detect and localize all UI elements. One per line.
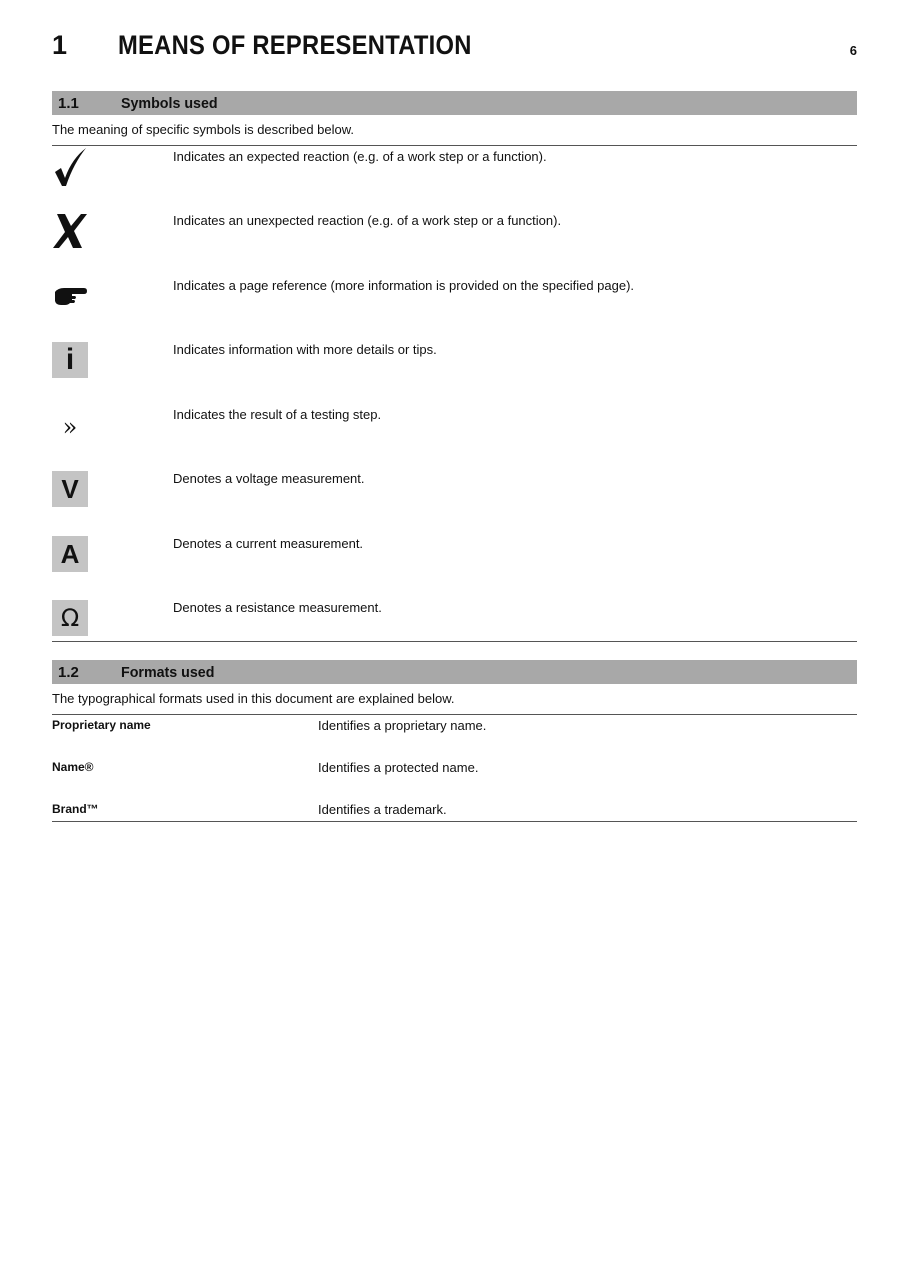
divider — [52, 821, 857, 822]
current-icon: A — [52, 536, 88, 572]
pointing-hand-icon — [52, 278, 88, 314]
result-arrow-icon: » — [62, 413, 78, 441]
section-title: Symbols used — [121, 95, 218, 112]
format-row — [52, 718, 857, 738]
format-description: Identifies a protected name. — [318, 760, 479, 775]
section-number: 1.1 — [58, 95, 79, 112]
symbol-description: Indicates an expected reaction (e.g. of a work step or a function). — [173, 149, 547, 164]
resistance-icon: Ω — [52, 600, 88, 636]
info-icon: i — [52, 342, 88, 378]
symbol-description: Indicates the result of a testing step. — [173, 407, 382, 422]
section-header-symbols — [52, 91, 857, 115]
symbol-description: Indicates an unexpected reaction (e.g. of a work step or a function). — [173, 213, 562, 228]
format-description: Identifies a proprietary name. — [318, 718, 487, 733]
page-number: 6 — [849, 43, 857, 58]
cross-icon — [52, 213, 88, 249]
symbol-row-current — [52, 536, 857, 600]
chapter-title: MEANS OF REPRESENTATION — [118, 30, 472, 60]
format-name: Proprietary name — [52, 718, 151, 732]
checkmark-icon — [52, 149, 88, 185]
symbol-row-unexpected — [52, 213, 857, 277]
section-title: Formats used — [121, 664, 215, 681]
symbol-row-expected — [52, 149, 857, 213]
symbol-description: Indicates information with more details or tips. — [173, 342, 437, 357]
symbol-row-resistance — [52, 600, 857, 664]
format-row — [52, 760, 857, 780]
format-row — [52, 802, 857, 822]
section-intro: The meaning of specific symbols is described below. — [52, 122, 355, 137]
section-intro: The typographical formats used in this document are explained below. — [52, 691, 455, 706]
section-header-formats — [52, 660, 857, 684]
divider — [52, 145, 857, 146]
divider — [52, 714, 857, 715]
symbol-description: Denotes a resistance measurement. — [173, 600, 382, 615]
format-name: Name® — [52, 760, 94, 774]
symbol-row-page-reference — [52, 278, 857, 342]
section-number: 1.2 — [58, 664, 79, 681]
symbol-description: Indicates a page reference (more information is provided on the specified page). — [173, 278, 635, 293]
format-name: Brand™ — [52, 802, 99, 816]
symbol-description: Denotes a current measurement. — [173, 536, 364, 551]
symbol-row-result — [52, 407, 857, 471]
divider — [52, 641, 857, 642]
symbol-description: Denotes a voltage measurement. — [173, 471, 365, 486]
chapter-number: 1 — [52, 30, 68, 60]
symbol-row-information — [52, 342, 857, 406]
voltage-icon: V — [52, 471, 88, 507]
format-description: Identifies a trademark. — [318, 802, 447, 817]
symbol-row-voltage — [52, 471, 857, 535]
